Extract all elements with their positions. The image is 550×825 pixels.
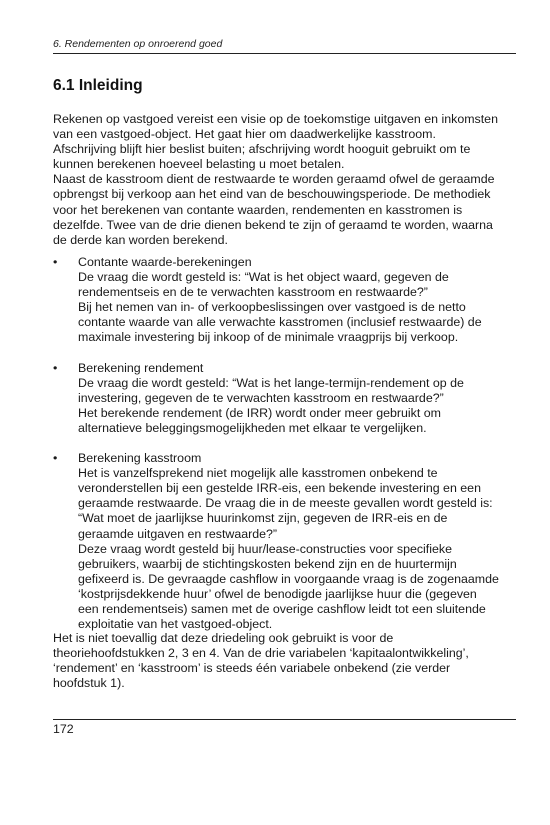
text-line: Het berekende rendement (de IRR) wordt onder meer gebruikt om: [78, 405, 441, 420]
section-title: 6.1 Inleiding: [53, 77, 143, 94]
text-line: investering, gegeven de te verwachten kasstroom en restwaarde?”: [78, 390, 444, 405]
text-line: van een vastgoed-object. Het gaat hier om daadwerkelijke kasstroom.: [53, 127, 436, 142]
text-line: Berekening kasstroom: [78, 451, 202, 466]
text-line: Contante waarde-berekeningen: [78, 255, 252, 269]
text-line: veronderstellen bij een gestelde IRR-eis, een bekende investering en een: [78, 481, 481, 496]
text-line: dezelfde. Twee van de drie dienen bekend te zijn of geraamd te worden, waarna: [53, 217, 493, 232]
text-line: hoofdstuk 1).: [53, 676, 125, 691]
text-line: Het is vanzelfsprekend niet mogelijk alle kasstromen onbekend te: [78, 466, 438, 481]
text-line: geraamde restwaarde. De vraag die in de meeste gevallen wordt gesteld is:: [78, 496, 493, 511]
closing-paragraph: [53, 631, 521, 691]
text-line: De vraag die wordt gesteld: “Wat is het lange-termijn-rendement op de: [78, 375, 464, 390]
text-line: voor het berekenen van contante waarden, rendementen en kasstromen is: [53, 202, 463, 217]
bullet-marker: •: [53, 360, 58, 375]
text-line: Naast de kasstroom dient de restwaarde te worden geraamd ofwel de geraamde: [53, 172, 495, 187]
text-line: Het is niet toevallig dat deze driedeling ook gebruikt is voor de: [53, 631, 394, 645]
text-line: rendementseis en de te verwachten kasstroom en restwaarde?”: [78, 285, 428, 300]
bullet-marker: •: [53, 451, 58, 466]
running-header: 6. Rendementen op onroerend goed: [53, 38, 223, 50]
text-line: Rekenen op vastgoed vereist een visie op de toekomstige uitgaven en inkomsten: [53, 112, 498, 126]
text-line: Berekening rendement: [78, 360, 204, 375]
text-line: opbrengst bij verkoop aan het eind van de beschouwingsperiode. De methodiek: [53, 187, 491, 202]
text-line: Bij het nemen van in- of verkoopbeslissingen over vastgoed is de netto: [78, 300, 466, 315]
text-line: Afschrijving blijft hier beslist buiten; afschrijving wordt hooguit gebruikt om te: [53, 142, 471, 157]
page-number: 172: [53, 722, 74, 736]
bullet-item-rendement: [53, 361, 521, 436]
text-line: theoriehoofdstukken 2, 3 en 4. Van de drie variabelen ‘kapitaalontwikkeling’,: [53, 646, 469, 661]
text-line: contante waarde van alle verwachte kasstromen (inclusief restwaarde) de: [78, 315, 482, 330]
intro-paragraph: [53, 112, 521, 248]
header-divider: [53, 53, 516, 54]
text-line: ‘rendement’ en ‘kasstroom’ is steeds één variabele onbekend (zie verder: [53, 661, 451, 676]
bullet-item-kasstroom: [53, 451, 521, 632]
text-line: gefixeerd is. De gevraagde cashflow in voorgaande vraag is de zogenaamde: [78, 571, 499, 586]
text-line: maximale investering bij inkoop of de minimale vraagprijs bij verkoop.: [78, 330, 459, 345]
text-line: Deze vraag wordt gesteld bij huur/lease-constructies voor specifieke: [78, 541, 452, 556]
bullet-marker: •: [53, 255, 58, 269]
text-line: kunnen berekenen hoeveel belasting u moet betalen.: [53, 157, 345, 172]
text-line: de derde kan worden berekend.: [53, 232, 228, 247]
text-line: exploitatie van het vastgoed-object.: [78, 617, 273, 632]
bullet-item-contante-waarde: [53, 255, 521, 346]
text-line: een rendementseis) samen met de overige cashflow leidt tot een sluitende: [78, 601, 486, 616]
bullet-list: [53, 255, 521, 647]
text-line: geraamde uitgaven en restwaarde?”: [78, 526, 278, 541]
text-line: “Wat moet de jaarlijkse huurinkomst zijn, gegeven de IRR-eis en de: [78, 511, 448, 526]
text-line: gebruikers, waarbij de stichtingskosten bekend zijn en de huurtermijn: [78, 556, 457, 571]
text-line: ‘kostprijsdekkende huur’ ofwel de benodigde jaarlijkse huur die (gegeven: [78, 586, 477, 601]
text-line: alternatieve beleggingsmogelijkheden met elkaar te vergelijken.: [78, 420, 427, 435]
footer-divider: [53, 719, 516, 720]
text-line: De vraag die wordt gesteld is: “Wat is het object waard, gegeven de: [78, 270, 449, 285]
